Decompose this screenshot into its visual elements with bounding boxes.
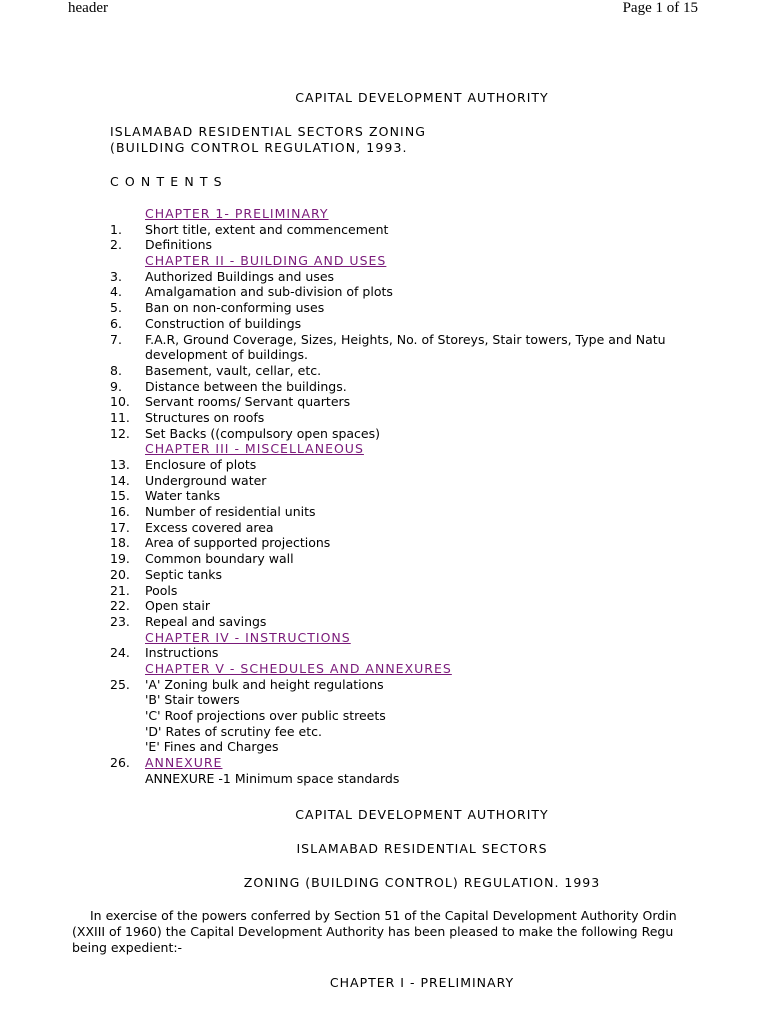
toc-entry-label: 'C' Roof projections over public streets: [145, 708, 386, 723]
toc-entry-label: 'D' Rates of scrutiny fee etc.: [145, 723, 322, 739]
toc-entry-label: Set Backs ((compulsory open spaces): [145, 425, 381, 441]
toc-entry-label: F.A.R, Ground Coverage, Sizes, Heights, No. of Storeys, Stair towers, Type and Natu: [145, 331, 666, 347]
toc-entry-number: 24.: [110, 645, 130, 661]
toc-entry-label: Construction of buildings: [145, 315, 302, 331]
toc-entry-number: 17.: [110, 519, 130, 535]
toc-entry-label: Excess covered area: [145, 519, 274, 535]
toc-entry-label: Underground water: [145, 472, 267, 488]
toc-entry-number: 9.: [110, 378, 122, 394]
toc-entry-label: 'E' Fines and Charges: [145, 739, 279, 755]
toc-entry-label: ANNEXURE -1 Minimum space standards: [145, 770, 400, 786]
toc-chapter-label[interactable]: CHAPTER V - SCHEDULES AND ANNEXURES: [145, 660, 452, 676]
toc-entry-number: 6.: [110, 315, 122, 331]
toc-entry-label: Ban on non-conforming uses: [145, 300, 325, 316]
toc-entry-label: 'B' Stair towers: [145, 692, 240, 708]
toc-entry-label: Number of residential units: [145, 504, 316, 520]
toc-entry-label: 'A' Zoning bulk and height regulations: [145, 676, 384, 692]
section-subtitle: ISLAMABAD RESIDENTIAL SECTORS: [296, 841, 548, 856]
subtitle-line-1: ISLAMABAD RESIDENTIAL SECTORS ZONING: [110, 124, 427, 139]
toc-entry-number: 16.: [110, 504, 130, 520]
toc-entry-number: 19.: [110, 551, 130, 567]
toc-entry-number: 7.: [110, 331, 122, 347]
toc-entry-label: Water tanks: [145, 488, 221, 504]
toc-chapter-label[interactable]: ANNEXURE: [145, 755, 223, 771]
toc-chapter-label[interactable]: CHAPTER IV - INSTRUCTIONS: [145, 629, 351, 645]
toc-entry-label: Repeal and savings: [145, 613, 267, 629]
toc-entry-label: Common boundary wall: [145, 551, 294, 567]
preamble-line-3: being expedient:-: [72, 940, 183, 955]
toc-entry-number: 5.: [110, 300, 122, 316]
toc-chapter-label[interactable]: CHAPTER III - MISCELLANEOUS: [145, 441, 364, 457]
toc-entry-label: Septic tanks: [145, 566, 223, 582]
toc-entry-number: 8.: [110, 362, 122, 378]
toc-entry-number: 4.: [110, 284, 122, 300]
toc-entry-label: Structures on roofs: [145, 409, 265, 425]
toc-entry-number: 2.: [110, 237, 122, 253]
contents-label: C O N T E N T S: [110, 174, 223, 189]
toc-entry-label: Pools: [145, 582, 178, 598]
toc-chapter-label[interactable]: CHAPTER 1- PRELIMINARY: [145, 206, 329, 221]
regulation-title: ZONING (BUILDING CONTROL) REGULATION. 1993: [243, 875, 601, 890]
toc-entry-number: 26.: [110, 755, 130, 771]
toc-entry-number: 3.: [110, 268, 122, 284]
toc-entry-label: development of buildings.: [145, 347, 309, 363]
toc-entry-label: Enclosure of plots: [145, 457, 257, 472]
toc-entry-number: 12.: [110, 425, 130, 441]
toc-entry-label: Instructions: [145, 645, 219, 661]
toc-entry-label: Amalgamation and sub-division of plots: [145, 284, 393, 300]
toc-entry-number: 13.: [110, 457, 130, 472]
toc-entry-number: 15.: [110, 488, 130, 504]
preamble-paragraph: [72, 908, 698, 956]
running-header: header: [68, 0, 108, 16]
document-page: [72, 0, 698, 1024]
toc-entry-label: Distance between the buildings.: [145, 378, 347, 394]
toc-entry-label: Open stair: [145, 598, 211, 614]
toc-entry-number: 20.: [110, 566, 130, 582]
toc-entry-number: 25.: [110, 676, 130, 692]
toc-entry-number: 11.: [110, 409, 130, 425]
preamble-line-1: In exercise of the powers conferred by Section 51 of the Capital Development Authority Ordin: [90, 908, 677, 923]
section-title: CAPITAL DEVELOPMENT AUTHORITY: [295, 807, 549, 822]
chapter-1-heading: CHAPTER I - PRELIMINARY: [329, 975, 515, 990]
toc-entry-label: Area of supported projections: [145, 535, 331, 551]
toc-entry-label: Servant rooms/ Servant quarters: [145, 394, 351, 410]
page-number: Page 1 of 15: [622, 0, 698, 16]
toc-entry-label: Basement, vault, cellar, etc.: [145, 362, 322, 378]
toc-entry-number: 10.: [110, 394, 130, 410]
toc-chapter-label[interactable]: CHAPTER II - BUILDING AND USES: [145, 253, 387, 269]
toc-entry-number: 23.: [110, 613, 130, 629]
document-title: CAPITAL DEVELOPMENT AUTHORITY: [295, 90, 549, 105]
toc-entry-number: 18.: [110, 535, 130, 551]
toc-entry-label: Definitions: [145, 237, 213, 253]
subtitle-line-2: (BUILDING CONTROL REGULATION, 1993.: [110, 140, 408, 155]
preamble-line-2: (XXIII of 1960) the Capital Development Authority has been pleased to make the following Regu: [72, 924, 674, 939]
toc-entry-label: Authorized Buildings and uses: [145, 268, 335, 284]
toc-entry-number: 14.: [110, 472, 130, 488]
toc-entry-number: 22.: [110, 598, 130, 614]
toc-entry-number: 1.: [110, 221, 122, 237]
toc-entry-number: 21.: [110, 582, 130, 598]
toc-entry-label: Short title, extent and commencement: [145, 221, 389, 237]
